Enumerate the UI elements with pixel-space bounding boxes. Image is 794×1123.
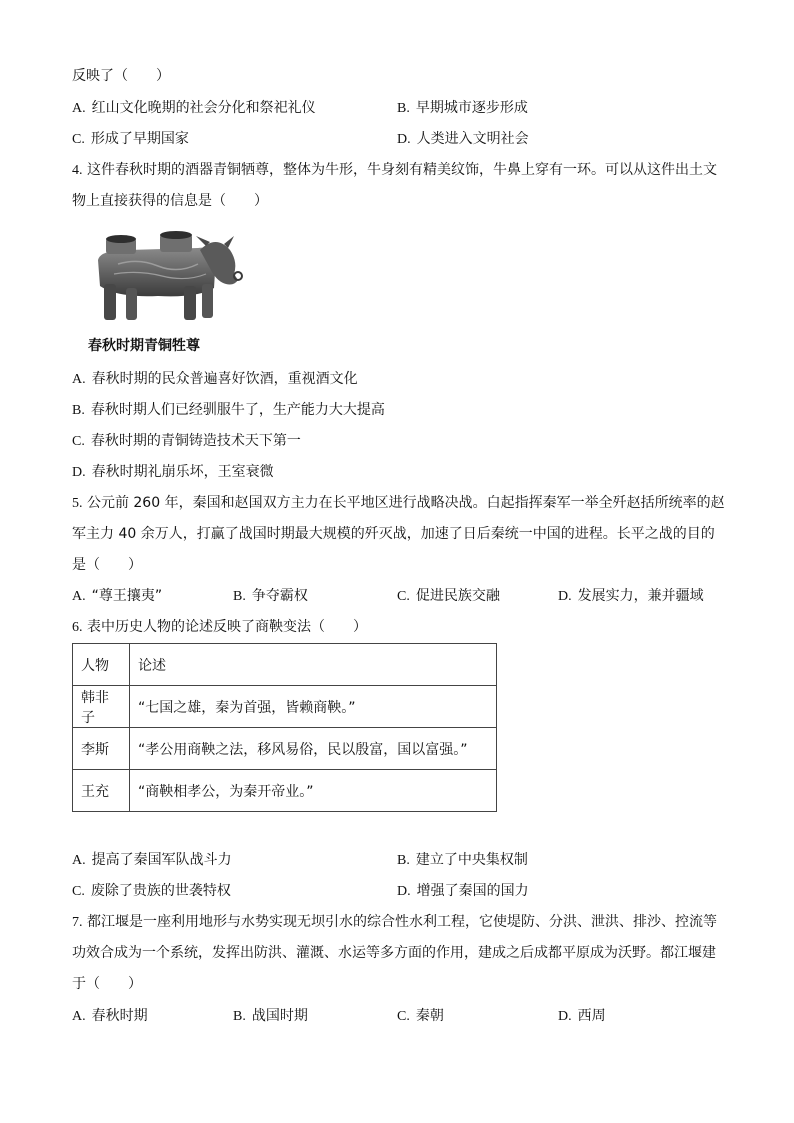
table-cell-statement: “七国之雄，秦为首强，皆赖商鞅。” [130,686,497,728]
q3-option-c: C. 形成了早期国家 [72,131,189,147]
q4-option-d: D. 春秋时期礼崩乐坏，王室衰微 [72,464,274,480]
table-header-row [73,644,497,686]
q7-option-a: A. 春秋时期 [72,1008,148,1024]
table-cell-statement: “商鞅相孝公，为秦开帝业。” [130,770,497,812]
q7-option-c: C. 秦朝 [397,1008,444,1024]
q5-option-a: A. “尊王攘夷” [72,588,163,604]
q4-stem-line1: 4. 这件春秋时期的酒器青铜牺尊，整体为牛形，牛身刻有精美纹饰，牛鼻上穿有一环。可以从这件出土文 [72,162,717,178]
q4-option-c: C. 春秋时期的青铜铸造技术天下第一 [72,433,301,449]
q6-option-c: C. 废除了贵族的世袭特权 [72,883,231,899]
table-header-statement: 论述 [130,644,497,686]
q4-option-a: A. 春秋时期的民众普遍喜好饮酒，重视酒文化 [72,371,358,387]
table-header-person: 人物 [73,644,130,686]
q5-option-b: B. 争夺霸权 [233,588,308,604]
q6-option-d: D. 增强了秦国的国力 [397,883,529,899]
table-cell-person: 王充 [73,770,130,812]
q5-option-d: D. 发展实力，兼并疆域 [558,588,704,604]
q3-option-d: D. 人类进入文明社会 [397,131,529,147]
history-table [72,643,497,812]
table-cell-statement: “孝公用商鞅之法，移风易俗，民以殷富，国以富强。” [130,728,497,770]
q7-option-b: B. 战国时期 [233,1008,308,1024]
q4-image-caption: 春秋时期青铜牲尊 [88,338,200,354]
table-row [73,686,497,728]
q3-stem-tail: 反映了（ ） [72,68,170,84]
table-row [73,770,497,812]
q3-option-b: B. 早期城市逐步形成 [397,100,528,116]
q5-option-c: C. 促进民族交融 [397,588,500,604]
q4-option-b: B. 春秋时期人们已经驯服牛了，生产能力大大提高 [72,402,385,418]
q6-option-a: A. 提高了秦国军队战斗力 [72,852,232,868]
q7-stem-line3: 于（ ） [72,976,142,992]
table-cell-person: 韩非子 [73,686,130,728]
q6-option-b: B. 建立了中央集权制 [397,852,528,868]
table-cell-person: 李斯 [73,728,130,770]
q7-stem-line1: 7. 都江堰是一座利用地形与水势实现无坝引水的综合性水利工程，它使堤防、分洪、泄洪、排沙、控流等 [72,914,717,930]
table-row [73,728,497,770]
q5-stem-line2: 军主力 40 余万人，打赢了战国时期最大规模的歼灭战，加速了日后秦统一中国的进程。长平之战的目的 [72,526,715,542]
q7-option-d: D. 西周 [558,1008,606,1024]
q4-stem-line2: 物上直接获得的信息是（ ） [72,193,268,209]
q6-stem: 6. 表中历史人物的论述反映了商鞅变法（ ） [72,619,367,635]
q3-option-a: A. 红山文化晚期的社会分化和祭祀礼仪 [72,100,316,116]
q5-stem-line1: 5. 公元前 260 年，秦国和赵国双方主力在长平地区进行战略决战。白起指挥秦军一举全歼赵括所统率的赵 [72,495,725,511]
bronze-ox-vessel-icon [88,228,243,332]
q7-stem-line2: 功效合成为一个系统，发挥出防洪、灌溉、水运等多方面的作用，建成之后成都平原成为沃野。都江堰建 [72,945,716,961]
q5-stem-line3: 是（ ） [72,557,142,573]
